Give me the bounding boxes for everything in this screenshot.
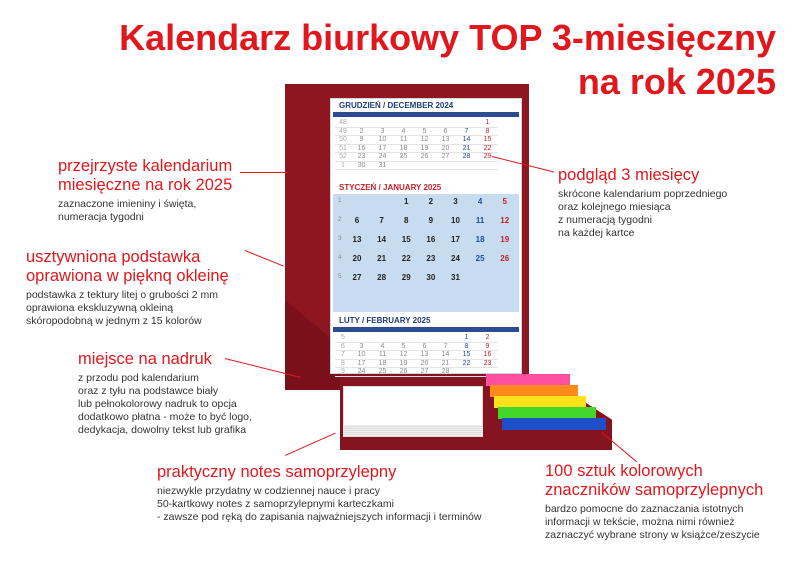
january-day: 24 xyxy=(451,254,460,263)
feature-podglad-heading: podgląd 3 miesięcy xyxy=(558,166,700,184)
december-day: 17 xyxy=(372,145,393,154)
january-day: 19 xyxy=(500,235,510,244)
december-day xyxy=(414,162,435,171)
february-day: 24 xyxy=(351,368,372,377)
january-day: 27 xyxy=(352,273,362,282)
december-day xyxy=(393,119,414,128)
february-day xyxy=(456,368,477,377)
february-day: 12 xyxy=(393,351,414,360)
december-grid xyxy=(331,117,521,181)
january-day: 11 xyxy=(475,216,485,225)
january-day: 2 xyxy=(428,197,434,206)
december-day: 7 xyxy=(456,128,477,137)
december-week-number: 52 xyxy=(335,153,351,162)
december-day: 10 xyxy=(372,136,393,145)
december-day xyxy=(456,162,477,171)
february-day: 7 xyxy=(435,343,456,352)
january-day: 12 xyxy=(500,216,510,225)
january-day: 28 xyxy=(377,273,387,282)
february-day: 22 xyxy=(456,360,477,369)
december-day: 22 xyxy=(477,145,498,154)
leader-notes xyxy=(285,433,336,456)
february-day xyxy=(372,334,393,343)
december-day: 23 xyxy=(351,153,372,162)
december-day: 13 xyxy=(435,136,456,145)
february-day: 3 xyxy=(351,343,372,352)
feature-znaczniki-heading: 100 sztuk kolorowych znaczników samoprzylepnych xyxy=(545,462,764,499)
january-day: 16 xyxy=(426,235,436,244)
february-day: 16 xyxy=(477,351,498,360)
december-day: 31 xyxy=(372,162,393,171)
december-week-row xyxy=(335,145,517,154)
february-week-number: 8 xyxy=(335,360,351,369)
january-day: 25 xyxy=(475,254,485,263)
february-week-row xyxy=(335,334,517,343)
february-day xyxy=(393,334,414,343)
december-day xyxy=(414,119,435,128)
page-title-line2: na rok 2025 xyxy=(577,61,776,102)
calendar-page xyxy=(330,98,522,374)
january-day: 5 xyxy=(502,197,507,206)
december-week-number: 49 xyxy=(335,128,351,137)
january-day: 20 xyxy=(352,254,362,263)
january-day: 17 xyxy=(451,235,460,244)
january-day: 29 xyxy=(401,273,411,282)
february-day: 17 xyxy=(351,360,372,369)
january-day: 9 xyxy=(428,216,434,225)
feature-podstawka-description: podstawka z tektury litej o grubości 2 mm oprawiona ekskluzywną okleiną skóropodobną w jednym z 15 kolorów xyxy=(26,289,218,327)
february-day: 5 xyxy=(393,343,414,352)
december-day: 28 xyxy=(456,153,477,162)
december-week-row xyxy=(335,136,517,145)
february-day: 10 xyxy=(351,351,372,360)
january-day: 4 xyxy=(477,197,483,206)
december-week-number: 50 xyxy=(335,136,351,145)
january-grid xyxy=(333,194,519,312)
december-week-number: 1 xyxy=(335,162,351,171)
december-day: 6 xyxy=(435,128,456,137)
december-week-row xyxy=(335,153,517,162)
december-day xyxy=(351,119,372,128)
december-day: 20 xyxy=(435,145,456,154)
december-day: 26 xyxy=(414,153,435,162)
december-day xyxy=(393,162,414,171)
february-title: LUTY / FEBRUARY 2025 xyxy=(339,316,431,325)
december-week-row xyxy=(335,162,517,171)
february-day: 27 xyxy=(414,368,435,377)
february-week-number: 7 xyxy=(335,351,351,360)
february-week-row xyxy=(335,351,517,360)
december-day: 14 xyxy=(456,136,477,145)
january-day xyxy=(492,272,517,291)
december-day: 12 xyxy=(414,136,435,145)
february-day: 15 xyxy=(456,351,477,360)
december-day: 19 xyxy=(414,145,435,154)
january-day: 22 xyxy=(401,254,411,263)
january-day: 26 xyxy=(500,254,510,263)
december-day xyxy=(435,162,456,171)
january-week-row xyxy=(335,272,517,291)
january-day: 15 xyxy=(401,235,411,244)
february-week-number: 6 xyxy=(335,343,351,352)
feature-kalendarium-description: zaznaczone imieniny i święta, numeracja tygodni xyxy=(58,198,197,223)
feature-notes-description: niezwykle przydatny w codziennej nauce i pracy 50-kartkowy notes z samoprzylepnymi karteczkami - zawsze pod ręką do zapisania najważniejszych informacji i terminów xyxy=(157,485,482,523)
december-day: 8 xyxy=(477,128,498,137)
december-day: 3 xyxy=(372,128,393,137)
january-week-number: 3 xyxy=(338,236,342,242)
february-day xyxy=(414,334,435,343)
december-day: 9 xyxy=(351,136,372,145)
january-day: 13 xyxy=(352,235,362,244)
january-day: 21 xyxy=(377,254,387,263)
feature-znaczniki-description: bardzo pomocne do zaznaczania istotnych informacji w tekście, można nimi również zaznaczyć wybrane strony w książce/zeszycie xyxy=(545,503,760,541)
feature-znaczniki xyxy=(545,462,763,542)
december-week-row xyxy=(335,128,517,137)
december-day: 4 xyxy=(393,128,414,137)
feature-notes xyxy=(157,463,481,524)
february-day: 18 xyxy=(372,360,393,369)
january-day: 1 xyxy=(403,197,409,206)
january-week-row xyxy=(335,196,517,215)
december-day: 15 xyxy=(477,136,498,145)
december-day xyxy=(372,119,393,128)
january-title: STYCZEŃ / JANUARY 2025 xyxy=(339,183,442,192)
december-day: 21 xyxy=(456,145,477,154)
feature-nadruk-description: z przodu pod kalendarium oraz z tyłu na podstawce biały lub pełnokolorowy nadruk to opcja dodatkowo płatna - może to być logo, dedykacja, dowolny tekst lub grafika xyxy=(78,372,252,436)
january-week-row xyxy=(335,253,517,272)
january-week-number: 1 xyxy=(338,198,342,204)
january-day xyxy=(369,196,394,215)
january-day: 3 xyxy=(453,197,458,206)
january-day: 14 xyxy=(377,235,387,244)
feature-podglad xyxy=(558,166,727,240)
february-day: 9 xyxy=(477,343,498,352)
february-day xyxy=(435,334,456,343)
january-week-row xyxy=(335,234,517,253)
december-week-number: 48 xyxy=(335,119,351,128)
february-day: 8 xyxy=(456,343,477,352)
january-week-number: 2 xyxy=(338,217,342,223)
december-day xyxy=(456,119,477,128)
january-week-row xyxy=(335,215,517,234)
february-day: 25 xyxy=(372,368,393,377)
feature-podstawka-heading: usztywniona podstawka oprawiona w pięknq okleinę xyxy=(26,248,229,285)
february-day: 20 xyxy=(414,360,435,369)
feature-nadruk xyxy=(78,350,252,437)
january-day xyxy=(468,272,493,291)
feature-podglad-description: skrócone kalendarium poprzedniego oraz kolejnego miesiąca z numeracją tygodni na każdej kartce xyxy=(558,188,728,239)
february-day: 14 xyxy=(435,351,456,360)
february-day: 23 xyxy=(477,360,498,369)
december-day: 16 xyxy=(351,145,372,154)
feature-kalendarium xyxy=(58,157,232,224)
february-day: 6 xyxy=(414,343,435,352)
feature-nadruk-heading: miejsce na nadruk xyxy=(78,350,212,368)
sticky-notes-edge xyxy=(343,425,483,437)
february-day: 21 xyxy=(435,360,456,369)
january-week-number: 4 xyxy=(338,255,342,261)
december-day xyxy=(477,162,498,171)
december-day: 18 xyxy=(393,145,414,154)
page-title-line1: Kalendarz biurkowy TOP 3-miesięczny xyxy=(119,17,776,58)
january-week-number: 5 xyxy=(338,274,342,280)
february-day: 1 xyxy=(456,334,477,343)
december-day: 1 xyxy=(477,119,498,128)
december-day: 29 xyxy=(477,153,498,162)
december-day: 5 xyxy=(414,128,435,137)
january-day: 30 xyxy=(426,273,436,282)
feature-kalendarium-heading: przejrzyste kalendarium miesięczne na rok 2025 xyxy=(58,157,233,194)
december-day: 2 xyxy=(351,128,372,137)
feature-podstawka xyxy=(26,248,229,328)
february-day: 28 xyxy=(435,368,456,377)
january-day: 18 xyxy=(475,235,485,244)
february-week-row xyxy=(335,343,517,352)
marker-blue xyxy=(502,418,606,430)
february-day: 19 xyxy=(393,360,414,369)
feature-notes-heading: praktyczny notes samoprzylepny xyxy=(157,463,397,481)
december-day: 25 xyxy=(393,153,414,162)
january-day: 6 xyxy=(354,216,360,225)
february-day: 4 xyxy=(372,343,393,352)
december-title: GRUDZIEŃ / DECEMBER 2024 xyxy=(339,101,454,110)
january-day: 23 xyxy=(426,254,436,263)
january-day: 8 xyxy=(403,216,409,225)
december-week-number: 51 xyxy=(335,145,351,154)
leader-kalendarium xyxy=(240,172,288,173)
leader-podstawka xyxy=(245,250,284,267)
december-day: 24 xyxy=(372,153,393,162)
february-week-number: 9 xyxy=(335,368,351,377)
january-day: 31 xyxy=(451,273,460,282)
december-day: 11 xyxy=(393,136,414,145)
december-day: 30 xyxy=(351,162,372,171)
february-day xyxy=(351,334,372,343)
february-week-number: 5 xyxy=(335,334,351,343)
december-day: 27 xyxy=(435,153,456,162)
february-day: 2 xyxy=(477,334,498,343)
december-day xyxy=(435,119,456,128)
january-day: 10 xyxy=(451,216,460,225)
december-week-row xyxy=(335,119,517,128)
february-day: 13 xyxy=(414,351,435,360)
january-day: 7 xyxy=(379,216,384,225)
february-day: 11 xyxy=(372,351,393,360)
february-day: 26 xyxy=(393,368,414,377)
february-week-row xyxy=(335,360,517,369)
january-day xyxy=(345,196,370,215)
